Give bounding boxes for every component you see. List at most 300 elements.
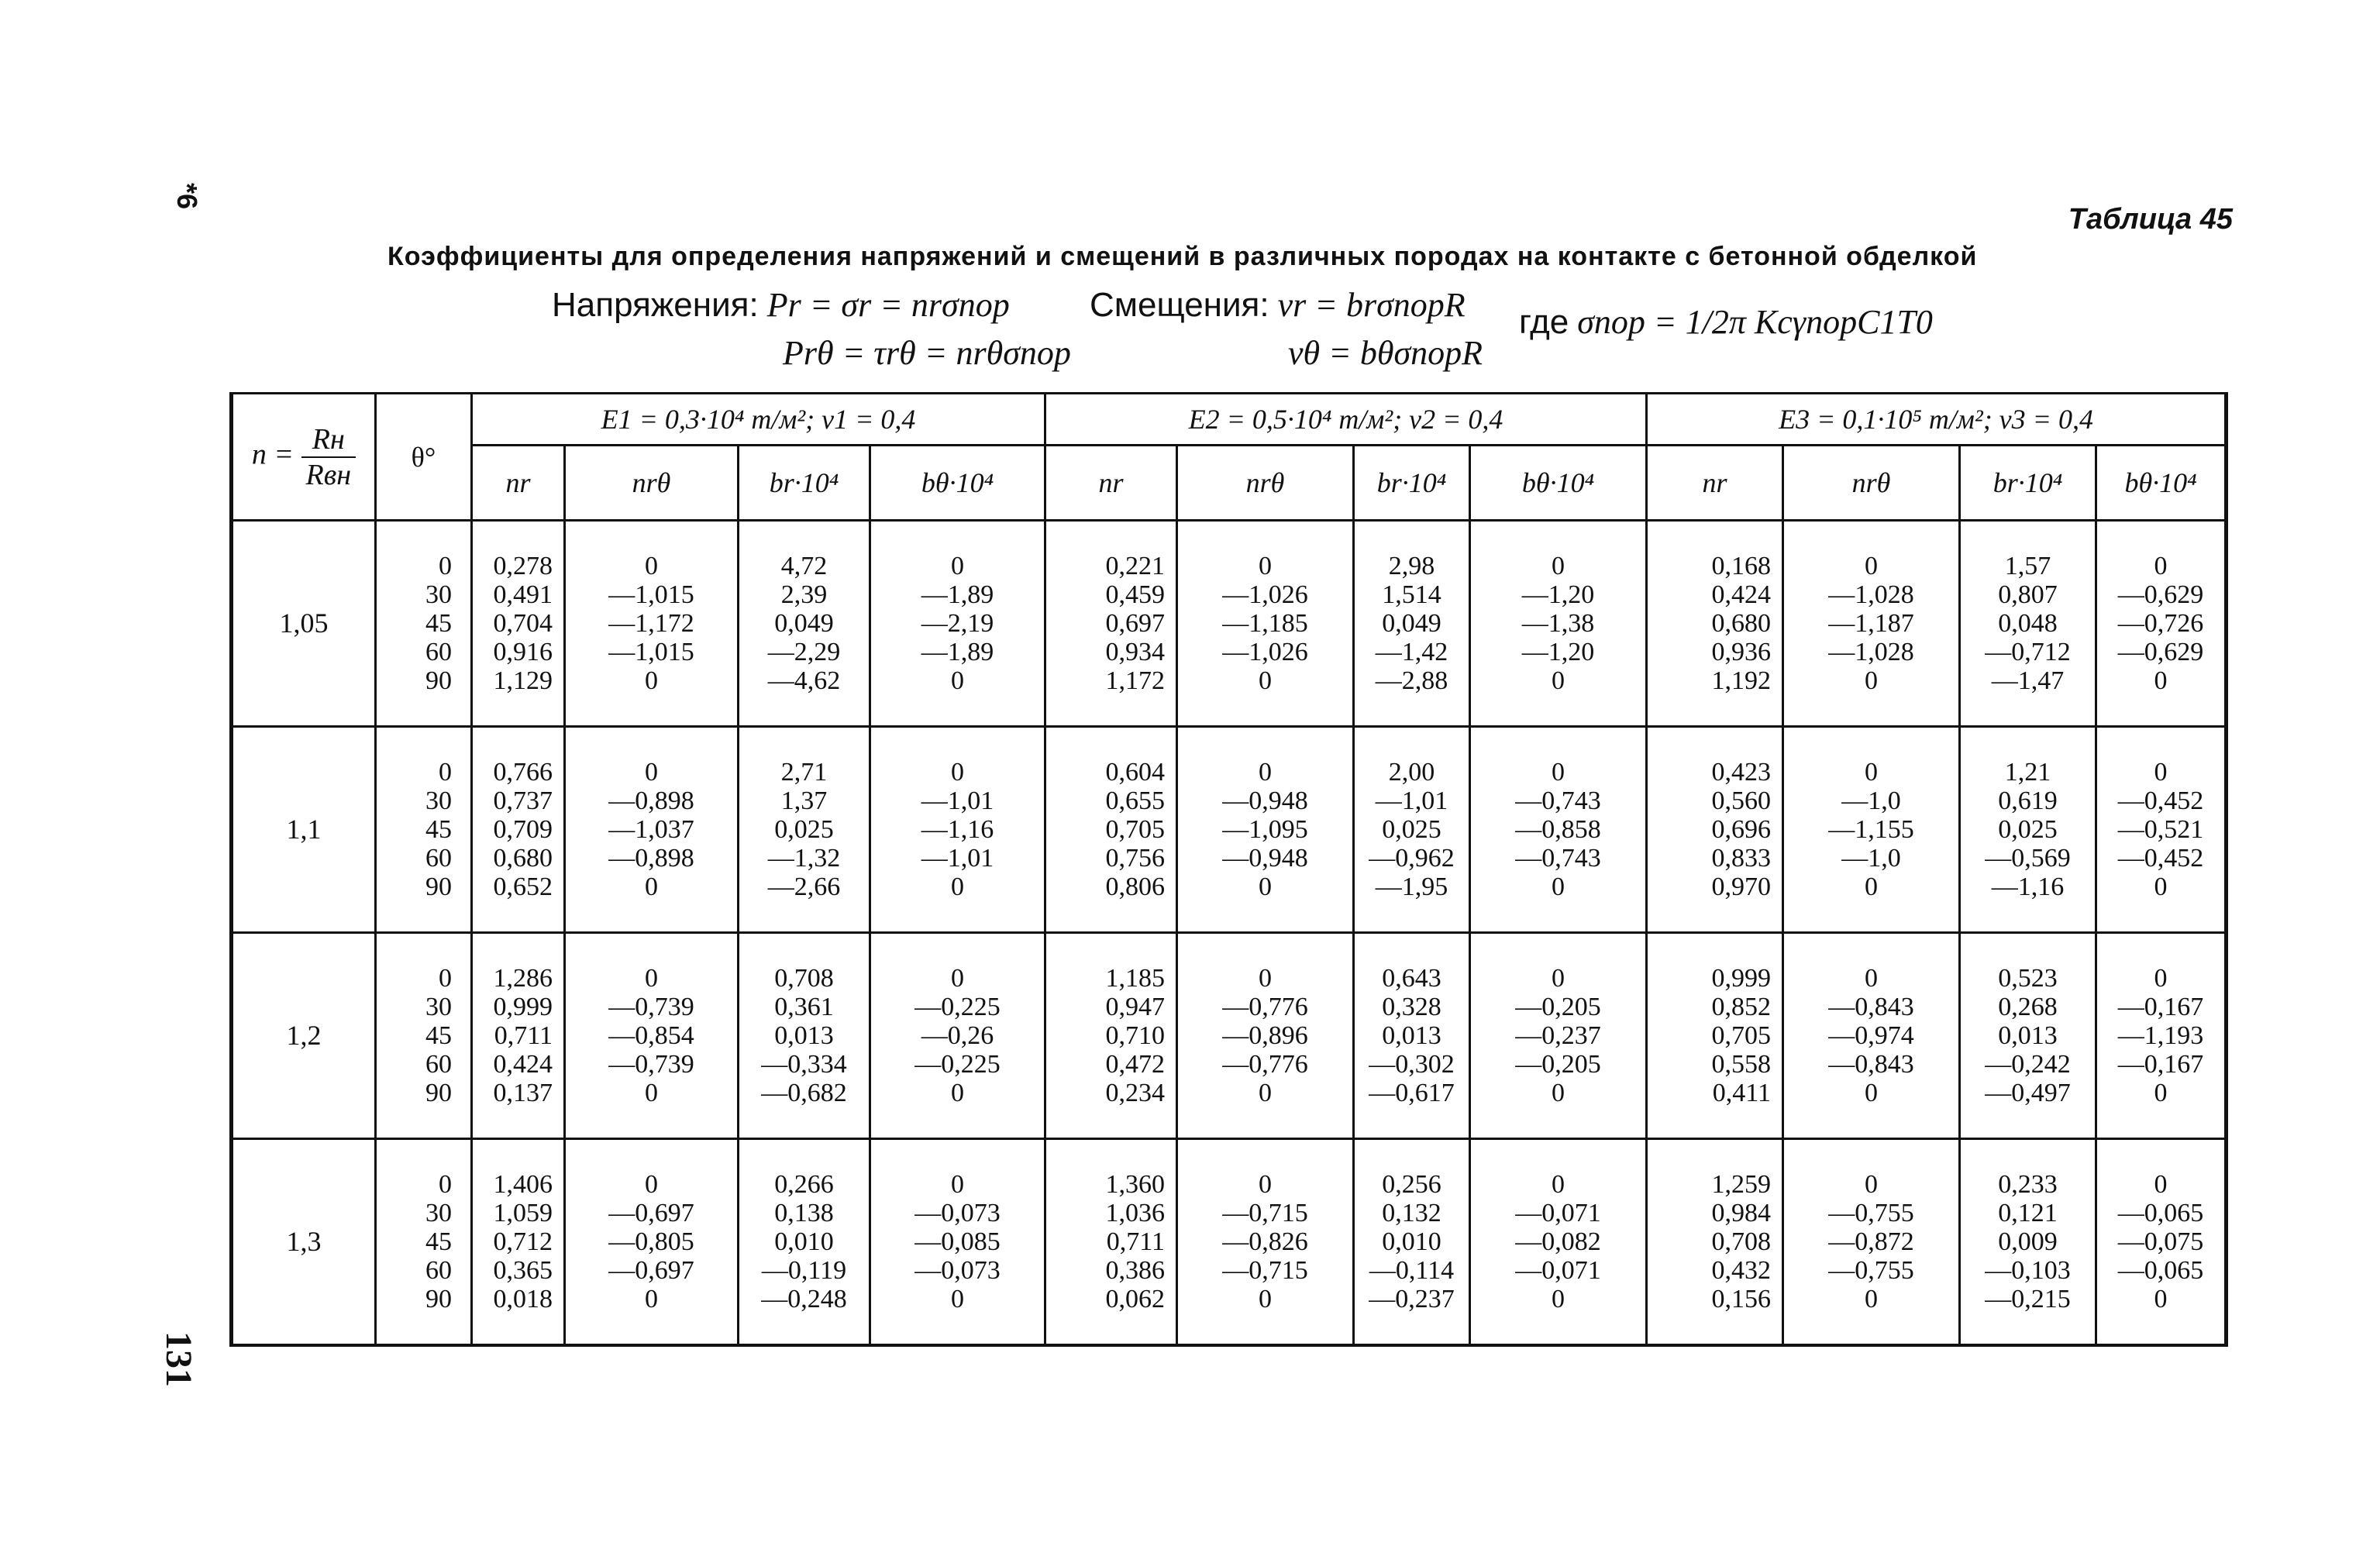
value-cell: [1354, 1138, 1470, 1345]
coefficient-value: —0,872: [1828, 1227, 1914, 1256]
subheader-nrtheta: nrθ: [1783, 446, 1960, 521]
coefficient-value: 0: [951, 963, 964, 993]
coefficient-value: —0,205: [1515, 992, 1601, 1021]
coefficient-value: —0,082: [1515, 1227, 1601, 1256]
page-number: 131: [158, 1331, 199, 1387]
coefficient-value: —1,155: [1828, 814, 1914, 844]
coefficient-value: 0: [1865, 551, 1879, 580]
coefficient-value: 0,984: [1711, 1198, 1772, 1227]
coefficient-value: 0,652: [493, 872, 553, 901]
n-header-numerator: Rн: [301, 422, 356, 458]
coefficient-value: 0: [2154, 1078, 2168, 1107]
value-cell: [739, 932, 870, 1138]
coefficient-value: —0,452: [2117, 843, 2204, 873]
coefficient-value: —0,26: [921, 1021, 994, 1050]
value-cell: [565, 932, 739, 1138]
coefficient-value: 0,424: [493, 1049, 553, 1079]
theta-cell: [376, 932, 472, 1138]
value-cell: [1354, 932, 1470, 1138]
coefficient-value: 2,71: [780, 757, 828, 787]
coefficient-value: 0: [645, 963, 658, 993]
value-cell: [1960, 726, 2096, 932]
n-ratio-header: [232, 394, 376, 521]
coefficient-value: —1,01: [921, 843, 994, 873]
coefficient-value: 0,934: [1105, 637, 1166, 666]
coefficient-value: 0,013: [774, 1021, 834, 1050]
coefficient-value: 0,711: [494, 1021, 553, 1050]
coefficient-value: 0,268: [1998, 992, 2058, 1021]
value-cell: [1045, 521, 1177, 727]
coefficient-value: —0,071: [1515, 1255, 1601, 1285]
coefficient-value: 1,57: [2004, 551, 2051, 580]
value-cell: [1960, 1138, 2096, 1345]
coefficient-value: —0,629: [2117, 637, 2204, 666]
value-cell: [565, 521, 739, 727]
value-cell: [1354, 521, 1470, 727]
coefficient-value: —0,114: [1369, 1255, 1455, 1285]
coefficient-value: 0: [645, 757, 658, 787]
value-cell: [1647, 521, 1783, 727]
value-cell: [472, 521, 565, 727]
coefficient-value: —1,95: [1375, 872, 1448, 901]
theta-value: 0: [439, 757, 452, 787]
value-cell: [870, 932, 1045, 1138]
coefficient-value: 0: [1552, 1169, 1565, 1199]
coefficient-value: —1,32: [767, 843, 841, 873]
coefficient-value: —0,743: [1515, 843, 1601, 873]
value-cell: [1177, 726, 1354, 932]
coefficient-value: 0,049: [1382, 608, 1441, 638]
subheader-btheta: bθ·10⁴: [870, 446, 1045, 521]
coefficient-value: —1,0: [1841, 843, 1901, 873]
coefficient-value: 1,192: [1711, 666, 1772, 695]
coefficient-value: 1,21: [2004, 757, 2051, 787]
coefficient-value: 1,036: [1105, 1198, 1166, 1227]
coefficient-value: —1,20: [1521, 580, 1595, 609]
coefficient-value: 0: [1865, 872, 1879, 901]
coefficient-value: —0,073: [914, 1198, 1001, 1227]
coefficient-value: 0: [951, 666, 964, 695]
coefficient-value: —2,88: [1375, 666, 1448, 695]
coefficient-value: 0,697: [1105, 608, 1166, 638]
coefficient-value: —0,071: [1515, 1198, 1601, 1227]
coefficient-value: —1,193: [2117, 1021, 2204, 1050]
coefficient-value: 0: [645, 1169, 658, 1199]
value-cell: [1470, 932, 1647, 1138]
coefficient-value: —1,026: [1222, 637, 1308, 666]
coefficient-value: —1,185: [1222, 608, 1308, 638]
value-cell: [1177, 932, 1354, 1138]
coefficient-value: —0,826: [1222, 1227, 1308, 1256]
displacement-label: Смещения:: [1090, 286, 1269, 324]
value-cell: [1960, 932, 2096, 1138]
value-cell: [2096, 726, 2227, 932]
coefficient-value: —0,712: [1985, 637, 2071, 666]
coefficient-value: 0: [951, 757, 964, 787]
coefficient-value: —0,225: [914, 992, 1001, 1021]
theta-value: 0: [439, 963, 452, 993]
coefficient-value: 0,916: [493, 637, 553, 666]
value-cell: [1783, 521, 1960, 727]
value-cell: [870, 521, 1045, 727]
coefficient-value: —1,028: [1828, 637, 1914, 666]
coefficient-value: 0,523: [1998, 963, 2058, 993]
coefficient-value: —0,805: [608, 1227, 694, 1256]
table-body: [232, 521, 2227, 1346]
coefficient-value: 0: [951, 1169, 964, 1199]
coefficient-value: —1,16: [1991, 872, 2065, 901]
coefficient-value: —0,755: [1828, 1198, 1914, 1227]
table-label: Таблица 45: [2068, 203, 2233, 236]
theta-value: 60: [425, 637, 452, 666]
value-cell: [1783, 932, 1960, 1138]
coefficient-value: 0,709: [493, 814, 553, 844]
n-ratio-cell: 1,05: [232, 521, 376, 727]
value-cell: [1177, 521, 1354, 727]
coefficient-value: 0,852: [1711, 992, 1772, 1021]
coefficient-value: —0,617: [1369, 1078, 1455, 1107]
coefficient-value: 0: [1552, 1284, 1565, 1313]
subheader-br: br·10⁴: [1960, 446, 2096, 521]
coefficient-value: 0,756: [1105, 843, 1166, 873]
coefficient-value: 0: [1865, 1284, 1879, 1313]
coefficient-value: 0,233: [1998, 1169, 2058, 1199]
coefficient-value: —0,248: [761, 1284, 847, 1313]
theta-value: 45: [425, 814, 452, 844]
margin-mark: *6: [171, 183, 203, 210]
displacement-formula-row: [1090, 285, 1466, 325]
coefficient-value: 0: [1865, 1169, 1879, 1199]
value-cell: [472, 932, 565, 1138]
value-cell: [870, 1138, 1045, 1345]
coefficient-value: 0,472: [1105, 1049, 1166, 1079]
theta-header: θ°: [376, 394, 472, 521]
theta-value: 0: [439, 551, 452, 580]
coefficient-value: 0,712: [493, 1227, 553, 1256]
coefficient-value: 0,025: [774, 814, 834, 844]
coefficient-value: 0,049: [774, 608, 834, 638]
coefficient-value: —1,89: [921, 637, 994, 666]
coefficient-value: —1,47: [1991, 666, 2065, 695]
coefficient-value: 0,560: [1711, 786, 1772, 815]
table-row: [232, 932, 2227, 1138]
coefficient-value: —1,38: [1521, 608, 1595, 638]
coefficient-value: 0,558: [1711, 1049, 1772, 1079]
coefficient-value: —1,037: [608, 814, 694, 844]
theta-value: 60: [425, 843, 452, 873]
coefficient-value: 0: [2154, 1169, 2168, 1199]
coefficient-value: 0: [951, 1284, 964, 1313]
coefficient-value: 0,680: [1711, 608, 1772, 638]
value-cell: [1470, 521, 1647, 727]
coefficient-value: —0,065: [2117, 1198, 2204, 1227]
coefficient-value: —0,682: [761, 1078, 847, 1107]
table-row: [232, 521, 2227, 727]
coefficient-value: —0,858: [1515, 814, 1601, 844]
coefficient-value: —0,697: [608, 1255, 694, 1285]
coefficient-value: —0,962: [1369, 843, 1455, 873]
coefficient-value: 0,013: [1382, 1021, 1441, 1050]
coefficient-value: 0: [1865, 666, 1879, 695]
coefficient-value: 0,256: [1382, 1169, 1441, 1199]
coefficient-value: —0,237: [1515, 1021, 1601, 1050]
n-header-fraction: [301, 422, 356, 492]
subheader-nrtheta: nrθ: [1177, 446, 1354, 521]
value-cell: [1045, 932, 1177, 1138]
coefficient-value: —0,948: [1222, 843, 1308, 873]
stress-formula-row: [552, 285, 1010, 325]
coefficient-value: 0: [2154, 551, 2168, 580]
coefficient-value: 0: [2154, 1284, 2168, 1313]
coefficient-value: 0,806: [1105, 872, 1166, 901]
coefficient-value: —0,898: [608, 843, 694, 873]
n-ratio-cell: 1,2: [232, 932, 376, 1138]
coefficient-value: —4,62: [767, 666, 841, 695]
coefficient-value: —0,073: [914, 1255, 1001, 1285]
coefficient-value: —0,755: [1828, 1255, 1914, 1285]
value-cell: [870, 726, 1045, 932]
coefficient-value: —1,20: [1521, 637, 1595, 666]
value-cell: [1647, 726, 1783, 932]
coefficient-value: 1,185: [1105, 963, 1166, 993]
coefficient-value: 0,619: [1998, 786, 2058, 815]
coefficient-value: 0,766: [493, 757, 553, 787]
value-cell: [2096, 521, 2227, 727]
coefficient-value: —1,015: [608, 580, 694, 609]
coefficient-value: —0,452: [2117, 786, 2204, 815]
coefficient-value: —1,172: [608, 608, 694, 638]
coefficient-value: 0: [1259, 666, 1273, 695]
coefficient-value: 0,833: [1711, 843, 1772, 873]
coefficient-value: —0,497: [1985, 1078, 2071, 1107]
where-formula: σпор = 1/2π KcγпорC1T0: [1577, 303, 1933, 341]
coefficient-value: —0,103: [1985, 1255, 2071, 1285]
coefficient-value: —0,242: [1985, 1049, 2071, 1079]
coefficient-value: 0,048: [1998, 608, 2058, 638]
coefficient-value: 0,947: [1105, 992, 1166, 1021]
coefficient-value: 0,459: [1105, 580, 1166, 609]
coefficient-value: 0: [1552, 551, 1565, 580]
theta-value: 90: [425, 872, 452, 901]
coefficient-value: —0,697: [608, 1198, 694, 1227]
coefficient-value: —0,715: [1222, 1255, 1308, 1285]
coefficient-value: —0,629: [2117, 580, 2204, 609]
value-cell: [1354, 726, 1470, 932]
coefficient-value: 0,680: [493, 843, 553, 873]
value-cell: [739, 726, 870, 932]
coefficient-value: 0: [2154, 963, 2168, 993]
value-cell: [1647, 932, 1783, 1138]
coefficient-value: 0,013: [1998, 1021, 2058, 1050]
coefficient-value: 0: [951, 872, 964, 901]
coefficient-value: 0,137: [493, 1078, 553, 1107]
stress-formula-2: Prθ = τrθ = nrθσпор: [783, 334, 1071, 372]
coefficient-value: 0: [1259, 872, 1273, 901]
value-cell: [565, 726, 739, 932]
value-cell: [1960, 521, 2096, 727]
coefficient-value: —0,167: [2117, 992, 2204, 1021]
coefficient-value: —0,896: [1222, 1021, 1308, 1050]
theta-value: 60: [425, 1049, 452, 1079]
coefficient-value: —0,065: [2117, 1255, 2204, 1285]
coefficient-value: 1,514: [1382, 580, 1441, 609]
coefficient-value: 0: [951, 1078, 964, 1107]
coefficient-value: 0: [1259, 1284, 1273, 1313]
coefficient-value: —1,015: [608, 637, 694, 666]
coefficient-value: —1,095: [1222, 814, 1308, 844]
table-title: Коэффициенты для определения напряжений и смещений в различных породах на контакте с бетонной обделкой: [387, 242, 1978, 271]
coefficient-value: 0,328: [1382, 992, 1441, 1021]
coefficient-value: —1,16: [921, 814, 994, 844]
theta-cell: [376, 1138, 472, 1345]
subheader-btheta: bθ·10⁴: [2096, 446, 2227, 521]
coefficient-value: 1,259: [1711, 1169, 1772, 1199]
coefficient-value: 0,121: [1998, 1198, 2058, 1227]
coefficient-value: 0,737: [493, 786, 553, 815]
coefficient-value: —2,29: [767, 637, 841, 666]
coefficient-value: 0: [1865, 1078, 1879, 1107]
coefficient-value: 1,172: [1105, 666, 1166, 695]
theta-value: 45: [425, 608, 452, 638]
n-header-denominator: Rвн: [305, 458, 352, 491]
coefficient-value: —1,89: [921, 580, 994, 609]
displacement-formula-2: vθ = bθσпорR: [1288, 334, 1483, 372]
coefficient-value: 0,386: [1105, 1255, 1166, 1285]
coefficient-value: —0,739: [608, 1049, 694, 1079]
coefficient-value: —0,215: [1985, 1284, 2071, 1313]
coefficient-value: 0: [645, 1078, 658, 1107]
subheader-nrtheta: nrθ: [565, 446, 739, 521]
coefficient-value: 2,98: [1388, 551, 1435, 580]
value-cell: [1647, 1138, 1783, 1345]
coefficient-value: 0: [1552, 1078, 1565, 1107]
group-header-e3: E3 = 0,1·10⁵ т/м²; ν3 = 0,4: [1647, 394, 2227, 446]
coefficient-value: 0: [2154, 757, 2168, 787]
coefficient-value: 0: [645, 666, 658, 695]
coefficient-value: 0,266: [774, 1169, 834, 1199]
coefficient-value: 0,710: [1105, 1021, 1166, 1050]
theta-value: 0: [439, 1169, 452, 1199]
coefficient-value: 2,00: [1388, 757, 1435, 787]
coefficient-value: —0,715: [1222, 1198, 1308, 1227]
coefficient-value: 0,010: [1382, 1227, 1441, 1256]
coefficient-value: —2,66: [767, 872, 841, 901]
value-cell: [565, 1138, 739, 1345]
subheader-nr: nr: [1045, 446, 1177, 521]
theta-cell: [376, 521, 472, 727]
coefficient-value: —1,026: [1222, 580, 1308, 609]
coefficient-value: 0,936: [1711, 637, 1772, 666]
coefficient-value: 0,132: [1382, 1198, 1441, 1227]
coefficient-value: 0,010: [774, 1227, 834, 1256]
group-header-e1: E1 = 0,3·10⁴ т/м²; ν1 = 0,4: [472, 394, 1045, 446]
coefficient-value: 0,970: [1711, 872, 1772, 901]
coefficient-value: 0,234: [1105, 1078, 1166, 1107]
value-cell: [739, 1138, 870, 1345]
coefficient-value: 0,168: [1711, 551, 1772, 580]
coefficient-value: —0,237: [1369, 1284, 1455, 1313]
coefficient-value: 0: [1259, 551, 1273, 580]
n-ratio-cell: 1,3: [232, 1138, 376, 1345]
coefficient-value: —0,521: [2117, 814, 2204, 844]
theta-value: 30: [425, 992, 452, 1021]
coefficient-value: —0,898: [608, 786, 694, 815]
coefficient-value: —0,854: [608, 1021, 694, 1050]
coefficient-value: 0,999: [1711, 963, 1772, 993]
coefficient-value: 0,411: [1712, 1078, 1772, 1107]
coefficient-value: 0,424: [1711, 580, 1772, 609]
coefficient-value: 1,286: [493, 963, 553, 993]
theta-value: 45: [425, 1227, 452, 1256]
value-cell: [1783, 1138, 1960, 1345]
coefficient-value: 0,062: [1105, 1284, 1166, 1313]
coefficient-value: 1,360: [1105, 1169, 1166, 1199]
coefficient-value: —0,119: [761, 1255, 847, 1285]
coefficient-value: 0: [1552, 666, 1565, 695]
coefficient-value: —0,776: [1222, 1049, 1308, 1079]
coefficient-value: 0: [2154, 666, 2168, 695]
coefficient-value: 1,406: [493, 1169, 553, 1199]
coefficient-value: 0,423: [1711, 757, 1772, 787]
subheader-btheta: bθ·10⁴: [1470, 446, 1647, 521]
coefficient-value: 0: [951, 551, 964, 580]
coefficient-value: —0,085: [914, 1227, 1001, 1256]
stress-formula-1: Pr = σr = nrσпор: [766, 286, 1010, 324]
coefficient-value: —0,205: [1515, 1049, 1601, 1079]
coefficient-value: —0,743: [1515, 786, 1601, 815]
value-cell: [1045, 1138, 1177, 1345]
coefficient-value: 0: [2154, 872, 2168, 901]
n-ratio-cell: 1,1: [232, 726, 376, 932]
coefficient-value: —1,01: [921, 786, 994, 815]
table-row: [232, 726, 2227, 932]
coefficient-value: 0: [645, 1284, 658, 1313]
value-cell: [472, 1138, 565, 1345]
coefficient-value: —0,739: [608, 992, 694, 1021]
coefficient-value: —0,225: [914, 1049, 1001, 1079]
theta-value: 90: [425, 666, 452, 695]
coefficient-value: 0,711: [1106, 1227, 1166, 1256]
coefficient-value: —0,776: [1222, 992, 1308, 1021]
subheader-nr: nr: [472, 446, 565, 521]
coefficient-value: 0,999: [493, 992, 553, 1021]
coefficient-value: —1,01: [1375, 786, 1448, 815]
coefficient-value: 0,807: [1998, 580, 2058, 609]
coefficient-value: —0,843: [1828, 1049, 1914, 1079]
coefficient-value: —0,167: [2117, 1049, 2204, 1079]
coefficient-value: 0,705: [1711, 1021, 1772, 1050]
theta-value: 45: [425, 1021, 452, 1050]
theta-value: 60: [425, 1255, 452, 1285]
coefficient-value: 0: [1259, 963, 1273, 993]
coefficient-value: 0,708: [774, 963, 834, 993]
where-formula-row: [1519, 302, 1933, 342]
coefficient-value: 0: [1552, 963, 1565, 993]
coefficient-value: —1,42: [1375, 637, 1448, 666]
coefficient-value: —0,302: [1369, 1049, 1455, 1079]
value-cell: [2096, 932, 2227, 1138]
value-cell: [1045, 726, 1177, 932]
displacement-formula-1: vr = brσпорR: [1277, 286, 1466, 324]
coefficient-value: 1,129: [493, 666, 553, 695]
coefficient-value: 0: [1259, 1169, 1273, 1199]
coefficient-value: 0,365: [493, 1255, 553, 1285]
coefficient-value: 0,138: [774, 1198, 834, 1227]
theta-value: 30: [425, 1198, 452, 1227]
value-cell: [472, 726, 565, 932]
coefficient-value: 0,655: [1105, 786, 1166, 815]
value-cell: [1470, 1138, 1647, 1345]
